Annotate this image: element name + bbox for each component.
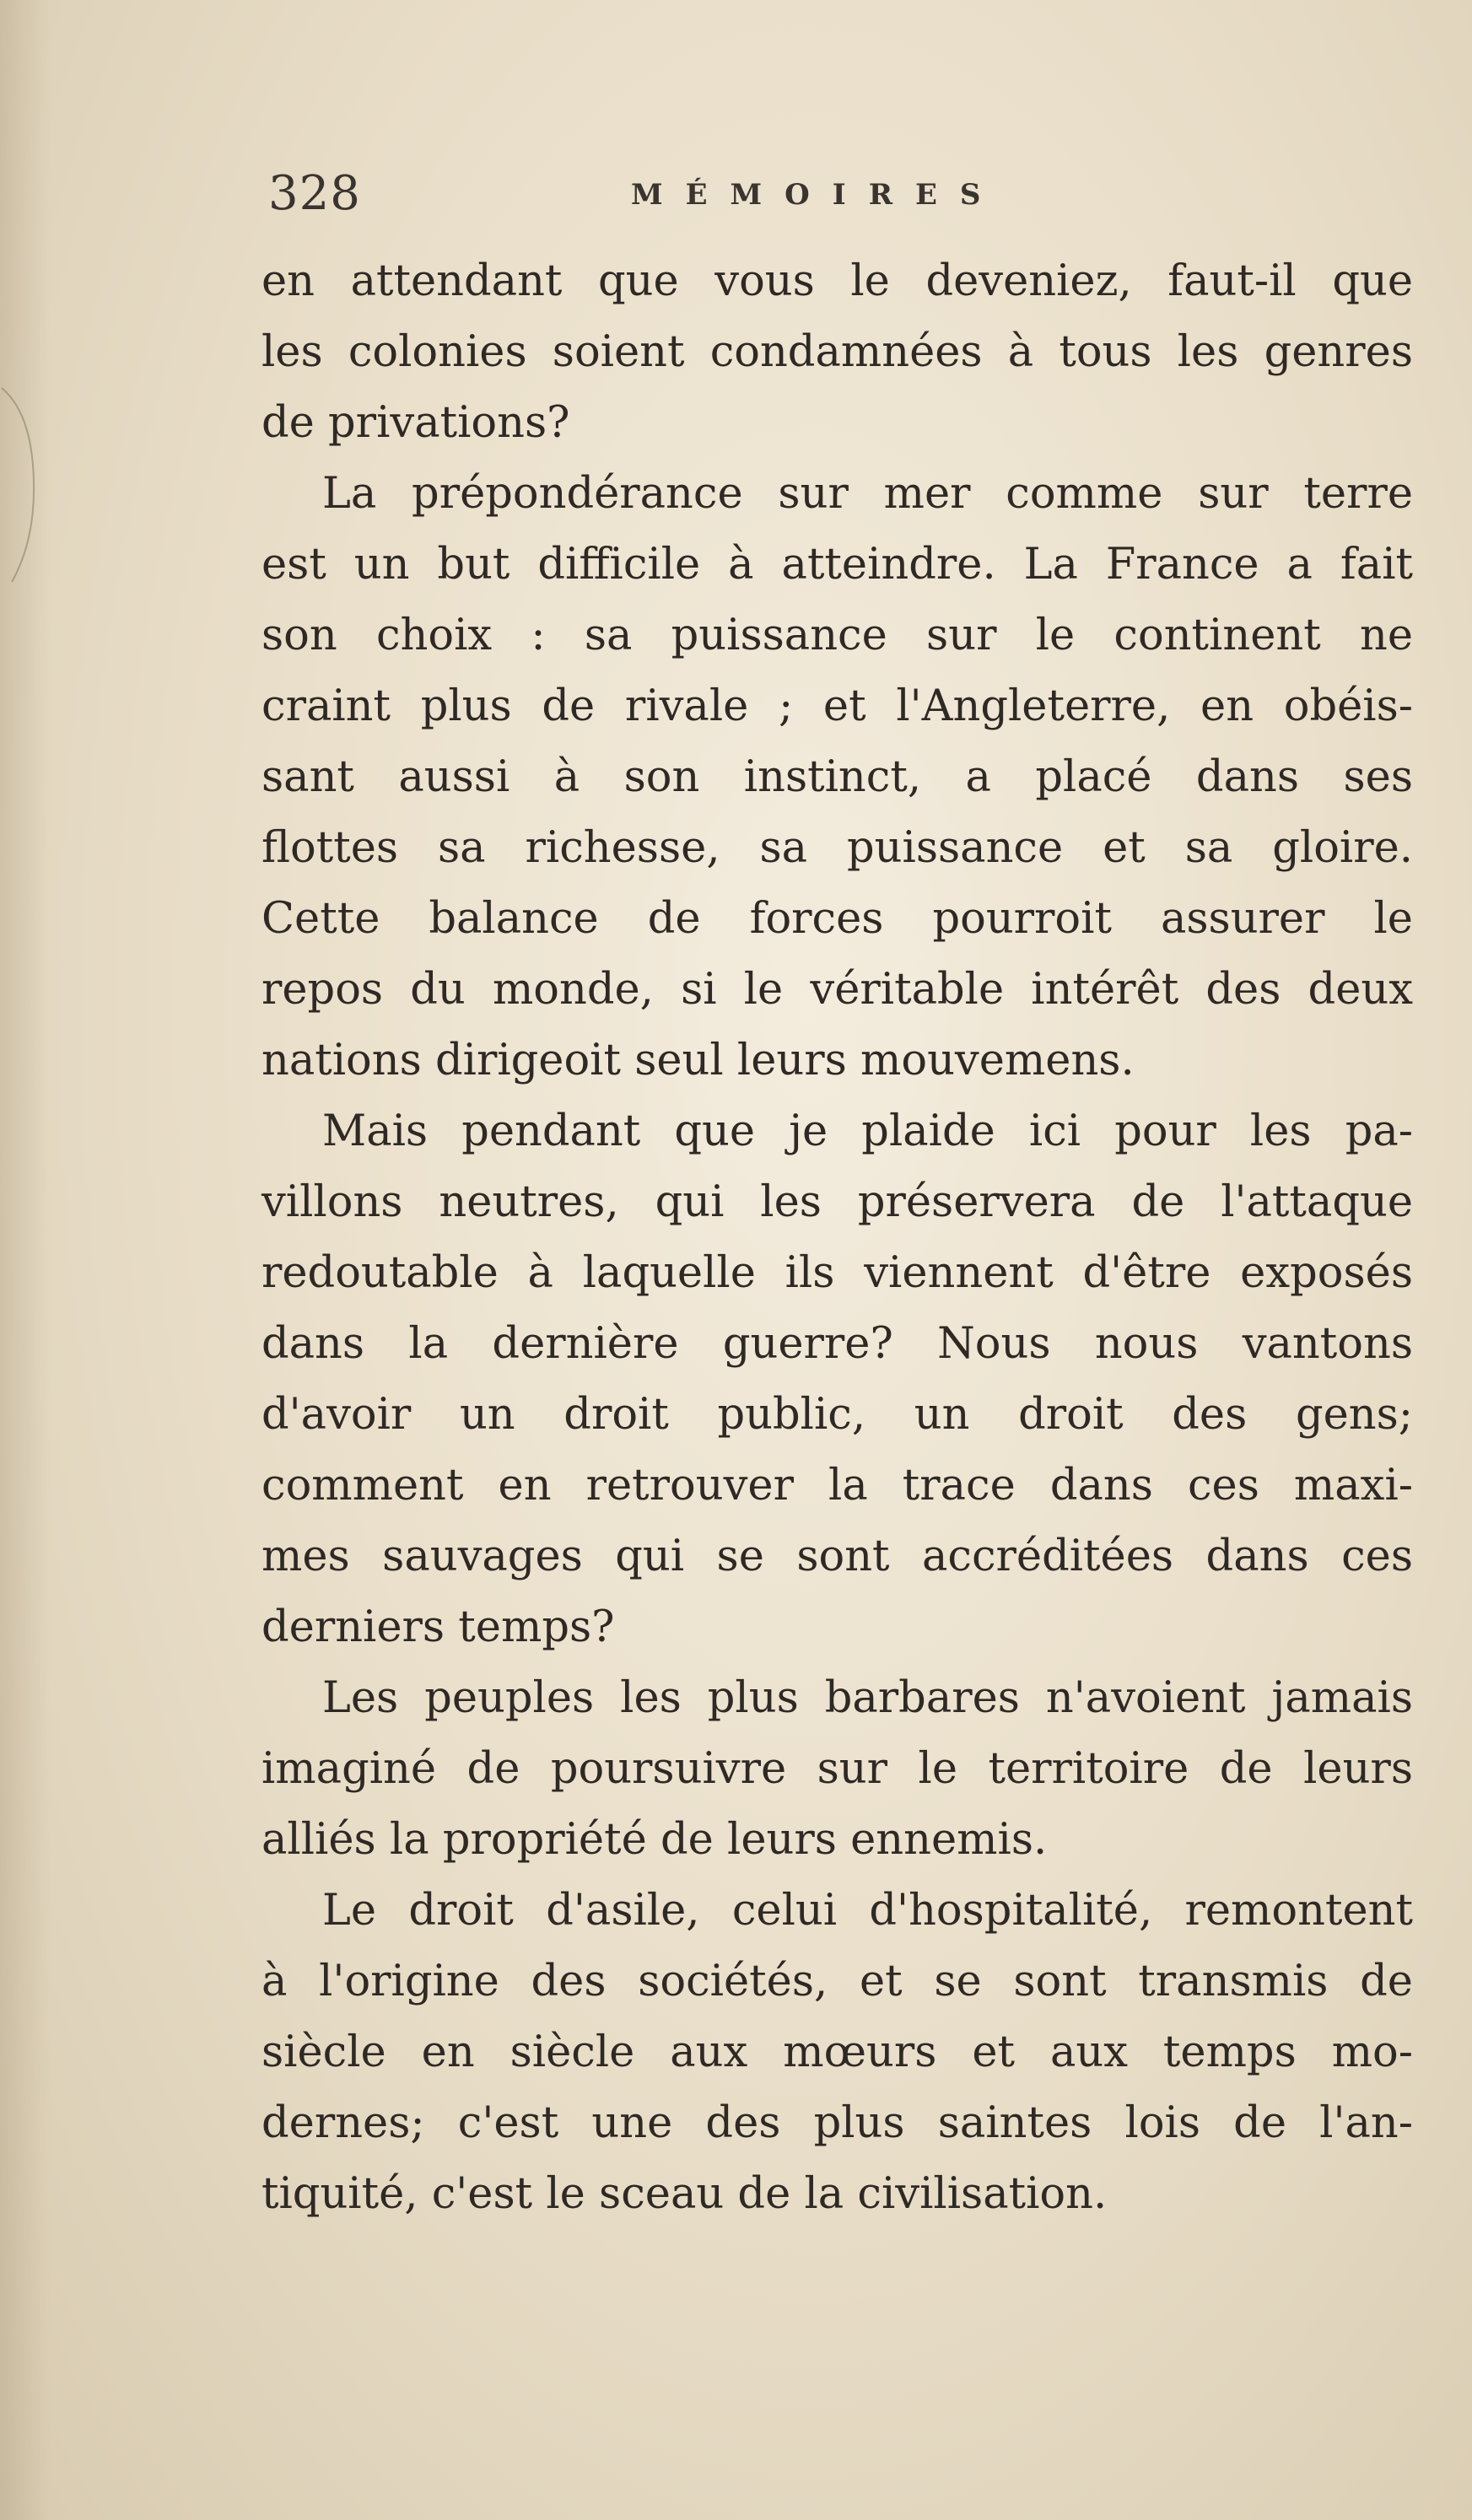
text-line: les colonies soient condamnées à tous les genres [262, 327, 1413, 377]
text-line: villons neutres, qui les préservera de l'attaque [262, 1177, 1413, 1227]
text-line: en attendant que vous le deveniez, faut-il que [262, 256, 1413, 306]
gutter-shadow [0, 0, 51, 2520]
text-line: tiquité, c'est le sceau de la civilisation. [262, 2169, 1108, 2219]
running-title: MÉMOIRES [631, 178, 1004, 212]
text-line: dernes; c'est une des plus saintes lois de l'an- [262, 2098, 1413, 2148]
page-number: 328 [268, 166, 361, 221]
text-line: nations dirigeoit seul leurs mouvemens. [262, 1036, 1135, 1085]
text-line: Mais pendant que je plaide ici pour les pa- [322, 1107, 1413, 1156]
text-line: Cette balance de forces pourroit assurer le [262, 894, 1413, 944]
text-line: Les peuples les plus barbares n'avoient jamais [322, 1673, 1413, 1723]
text-line: craint plus de rivale ; et l'Angleterre, en obéis- [262, 681, 1413, 731]
text-line: imaginé de poursuivre sur le territoire de leurs [262, 1744, 1413, 1794]
text-line: alliés la propriété de leurs ennemis. [262, 1815, 1048, 1865]
margin-pencil-mark [0, 380, 46, 590]
text-line: sant aussi à son instinct, a placé dans ses [262, 752, 1413, 802]
text-line: son choix : sa puissance sur le continent ne [262, 611, 1413, 660]
text-line: d'avoir un droit public, un droit des gens; [262, 1390, 1413, 1440]
text-line: à l'origine des sociétés, et se sont transmis de [262, 1957, 1413, 2006]
text-line: derniers temps? [262, 1602, 615, 1652]
text-line: redoutable à laquelle ils viennent d'être exposés [262, 1248, 1413, 1298]
text-line: dans la dernière guerre? Nous nous vantons [262, 1319, 1413, 1369]
text-line: La prépondérance sur mer comme sur terre [322, 469, 1413, 519]
running-head [268, 160, 1129, 228]
text-line: mes sauvages qui se sont accréditées dans ces [262, 1532, 1413, 1581]
body-text [262, 246, 1413, 2230]
text-line: comment en retrouver la trace dans ces maxi- [262, 1461, 1413, 1510]
text-line: flottes sa richesse, sa puissance et sa gloire. [262, 823, 1413, 873]
text-line: Le droit d'asile, celui d'hospitalité, remontent [322, 1886, 1413, 1936]
text-line: repos du monde, si le véritable intérêt des deux [262, 965, 1413, 1015]
text-line: siècle en siècle aux mœurs et aux temps mo- [262, 2027, 1413, 2077]
text-line: est un but difficile à atteindre. La France a fait [262, 540, 1413, 590]
text-line: de privations? [262, 398, 570, 448]
